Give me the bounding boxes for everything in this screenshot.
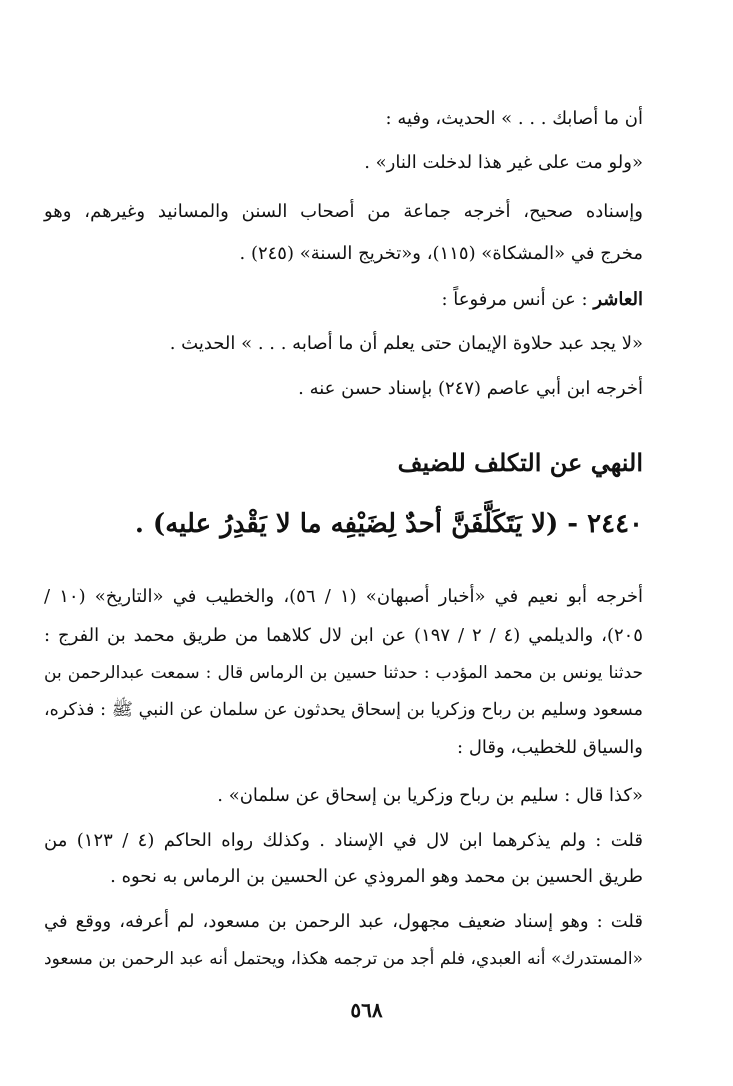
section-label: العاشر <box>593 289 643 310</box>
text-line: حدثنا يونس بن محمد المؤدب : حدثنا حسين بن الرماس قال : سمعت عبدالرحمن بن <box>44 663 643 683</box>
hadith-title: ٢٤٤٠ - (لا يَتَكَلَّفَنَّ أحدٌ لِضَيْفِه ما لا يَقْدِرُ عليه) . <box>134 509 643 539</box>
text-line: «المستدرك» أنه العبدي، فلم أجد من ترجمه هكذا، ويحتمل أنه عبد الرحمن بن مسعود <box>44 949 643 969</box>
text-line: قلت : ولم يذكرهما ابن لال في الإسناد . وكذلك رواه الحاكم (٤ / ١٢٣) من <box>44 830 643 851</box>
text-line: ٢٠٥)، والديلمي (٤ / ٢ / ١٩٧) عن ابن لال كلاهما من طريق محمد بن الفرج : <box>44 625 643 646</box>
section-heading: النهي عن التكلف للضيف <box>397 448 643 477</box>
text-line: مخرج في «المشكاة» (١١٥)، و«تخريج السنة» (٢٤٥) . <box>239 243 643 264</box>
text-line: «ولو مت على غير هذا لدخلت النار» . <box>364 152 643 173</box>
text-line: وإسناده صحيح، أخرجه جماعة من أصحاب السنن والمسانيد وغيرهم، وهو <box>44 201 643 222</box>
page-number: ٥٦٨ <box>350 998 383 1022</box>
text-line: «لا يجد عبد حلاوة الإيمان حتى يعلم أن ما أصابه . . . » الحديث . <box>169 333 643 354</box>
text-line: أخرجه أبو نعيم في «أخبار أصبهان» (١ / ٥٦)، والخطيب في «التاريخ» (١٠ / <box>44 586 644 607</box>
text-span: : عن أنس مرفوعاً : <box>441 289 588 310</box>
text-line: «كذا قال : سليم بن رباح وزكريا بن إسحاق عن سلمان» . <box>217 785 643 806</box>
text-line: مسعود وسليم بن رباح وزكريا بن إسحاق يحدثون عن سلمان عن النبي ﷺ : فذكره، <box>44 700 643 720</box>
text-line: قلت : وهو إسناد ضعيف مجهول، عبد الرحمن بن مسعود، لم أعرفه، ووقع في <box>44 911 644 932</box>
text-line: طريق الحسين بن محمد وهو المروذي عن الحسين بن الرماس به نحوه . <box>110 866 643 887</box>
text-line: أن ما أصابك . . . » الحديث، وفيه : <box>385 108 643 129</box>
text-line: والسياق للخطيب، وقال : <box>457 737 643 758</box>
text-line: أخرجه ابن أبي عاصم (٢٤٧) بإسناد حسن عنه . <box>298 378 643 399</box>
text-line <box>441 287 643 313</box>
